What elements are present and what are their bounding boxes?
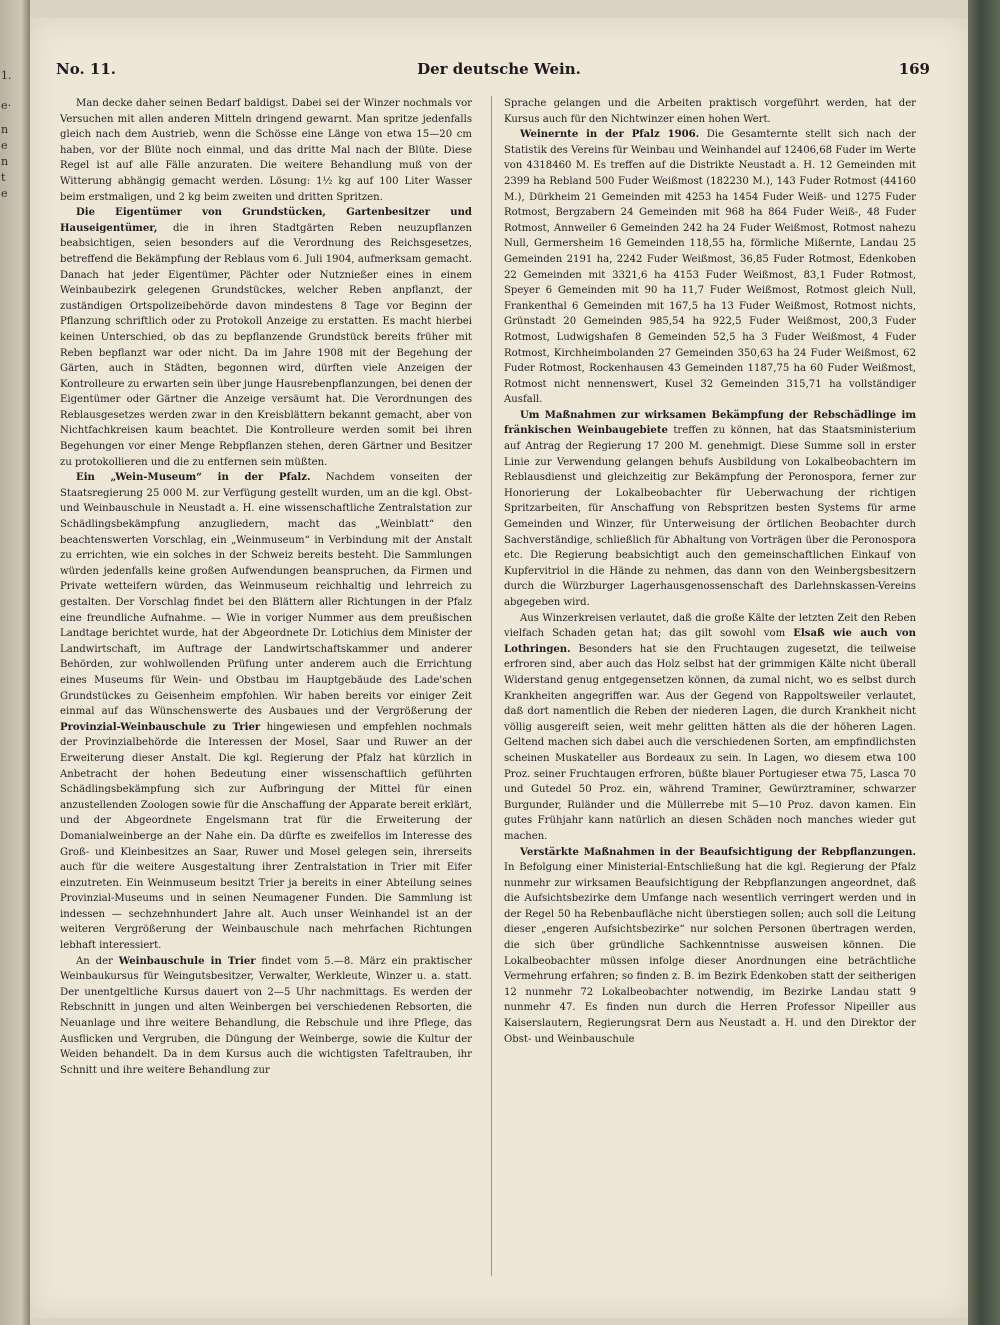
article-heading: Verstärkte Maßnahmen in der Beaufsichtigung der Rebpflanzungen.	[520, 846, 916, 858]
binding-edge	[968, 0, 1000, 1325]
article-paragraph: Ein „Wein-Museum“ in der Pfalz. Nachdem vonseiten der Staatsregierung 25 000 M. zur Verfügung gestellt wurden, um an die kgl. Obst- und Weinbauschule in Neustadt a. H. eine wissenschaftliche Zentralstation zur Schädlingsbekämpfung anzugliedern, macht das „Weinblatt“ den beachtenswerten Vorschlag, ein „Weinmuseum“ in Verbindung mit der Anstalt zu errichten, wie ein solches in der Schweiz bereits besteht. Die Sammlungen würden jedenfalls keine großen Aufwendungen beanspruchen, da Firmen und Private wetteifern würden, das Weinmuseum reichhaltig und lehrreich zu gestalten. Der Vorschlag findet bei den Blättern aller Richtungen in der Pfalz eine freundliche Aufnahme. — Wie in voriger Nummer aus dem preußischen Landtage berichtet wurde, hat der Abgeordnete Dr. Lotichius dem Minister der Landwirtschaft, im Auftrage der Landwirtschaftskammer und anderer Behörden, zur wohlwollenden Prüfung unter anderem auch die Errichtung eines Museums für Wein- und Obstbau im Hauptgebäude des Lade'schen Grundstückes zu Geisenheim empfohlen. Wir haben bereits vor einiger Zeit einmal auf das Wünschenswerte des Ausbaues und der Vergrößerung der Provinzial-Weinbauschule zu Trier hingewiesen und empfehlen nochmals der Provinzialbehörde die Interessen der Mosel, Saar und Ruwer an der Erweiterung dieser Anstalt. Die kgl. Regierung der Pfalz hat kürzlich in Anbetracht der hohen Bedeutung einer wissenschaftlich geführten Schädlingsbekämpfung sich zur Aufbringung der Mittel für einen anzustellenden Zoologen sowie für die Anschaffung der Apparate bereit erklärt, und der Abgeordnete Engelsmann trat für die Erweiterung der Domanialweinberge an der Nahe ein. Da dürfte es zweifellos im Interesse des Groß- und Kleinbesitzes an Saar, Ruwer und Mosel gelegen sein, ihrerseits auch für die weitere Ausgestaltung ihrer Zentralstation in Trier mit Eifer einzutreten. Ein Weinmuseum besitzt Trier ja bereits in einer Abteilung seines Provinzial-Museums und in seinen Neumagener Funden. Die Sammlung ist indessen — sechzehnhundert Jahre alt. Auch unser Weinhandel ist an der weiteren Vergrößerung der Weinbauschule nach mehrfachen Richtungen lebhaft interessiert.	[60, 472, 472, 952]
article-heading: Die Eigentümer von Grundstücken, Gartenbesitzer und Hauseigentümer,	[60, 207, 472, 234]
margin-fragment: t	[1, 171, 6, 184]
article-heading: Ein „Wein-Museum“ in der Pfalz.	[76, 472, 311, 484]
page-header	[30, 60, 968, 84]
article-paragraph: Sprache gelangen und die Arbeiten praktisch vorgeführt werden, hat der Kursus auch für den Nichtwinzer einen hohen Wert.	[504, 98, 916, 125]
article-heading: Um Maßnahmen zur wirksamen Bekämpfung der Rebschädlinge im fränkischen Weinbaugebiete	[504, 409, 916, 437]
article-paragraph: Man decke daher seinen Bedarf baldigst. Dabei sei der Winzer nochmals vor Versuchen mit allen anderen Mitteln dringend gewarnt. Man spritze jedenfalls gleich nach dem Austrieb, wenn die Schösse eine Länge von etwa 15—20 cm haben, vor der Blüte noch einmal, und das dritte Mal nach der Blüte. Diese Regel ist auf alle Fälle anzuraten. Die weitere Behandlung muß von der Witterung abhängig gemacht werden. Lösung: 1½ kg auf 100 Liter Wasser beim erstmaligen, und 2 kg beim zweiten und dritten Spritzen.	[60, 98, 472, 203]
article-paragraph: Verstärkte Maßnahmen in der Beaufsichtigung der Rebpflanzungen. In Befolgung einer Ministerial-Entschließung hat die kgl. Regierung der Pfalz nunmehr zur wirksamen Beaufsichtigung der Rebpflanzungen angeordnet, daß die Aufsichtsbezirke dem Umfange nach wesentlich verringert werden und in der Regel 50 ha Rebenbaufläche nicht überstiegen sollen; auch soll die Leitung dieser „engeren Aufsichtsbezirke“ nur solchen Personen übertragen werden, die sich über gründliche Sachkenntnisse ausweisen können. Die Lokalbeobachter müssen infolge dieser Anordnungen eine beträchtliche Vermehrung erfahren; so finden z. B. im Bezirk Edenkoben statt der seitherigen 12 nunmehr 72 Lokalbeobachter notwendig, im Bezirke Landau statt 9 nunmehr 47. Es finden nun durch die Herren Professor Nipeiller aus Kaiserslautern, Regierungsrat Dern aus Neustadt a. H. und den Direktor der Obst- und Weinbauschule	[504, 846, 916, 1045]
article-paragraph: An der Weinbauschule in Trier findet vom 5.—8. März ein praktischer Weinbaukursus für Weingutsbesitzer, Verwalter, Werkleute, Winzer u. a. statt. Der unentgeltliche Kursus dauert von 2—5 Uhr nachmittags. Es werden der Rebschnitt in jungen und alten Weinbergen bei verschiedenen Rebsorten, die Neuanlage und ihre weitere Behandlung, die Rebschule und ihre Pflege, das Ausflicken und Vergruben, die Düngung der Weinberge, sowie die Kultur der Weiden behandelt. Da in dem Kursus auch die wichtigsten Tafeltrauben, ihr Schnitt und ihre weitere Behandlung zur	[60, 955, 472, 1076]
article-heading: Provinzial-Weinbauschule zu Trier	[60, 721, 261, 733]
publication-title: Der deutsche Wein.	[417, 60, 581, 78]
margin-fragment: e	[1, 187, 8, 200]
margin-fragment: n	[1, 123, 9, 136]
left-column	[60, 96, 472, 1276]
article-heading: Weinbauschule in Trier	[118, 955, 256, 967]
article-paragraph: Weinernte in der Pfalz 1906. Die Gesamternte stellt sich nach der Statistik des Vereins für Weinbau und Weinhandel auf 12406,68 Fuder im Werte von 4318460 M. Es treffen auf die Distrikte Neustadt a. H. 12 Gemeinden mit 2399 ha Rebland 500 Fuder Weißmost (182230 M.), 143 Fuder Rotmost (44160 M.), Dürkheim 21 Gemeinden mit 4253 ha 1454 Fuder Weiß- und 1275 Fuder Rotmost, Bergzabern 24 Gemeinden mit 968 ha 864 Fuder Weiß-, 48 Fuder Rotmost, Annweiler 6 Gemeinden 242 ha 24 Fuder Weißmost, Rotmost nahezu Null, Germersheim 16 Gemeinden 118,55 ha, förmliche Mißernte, Landau 25 Gemeinden 2191 ha, 2242 Fuder Weißmost, 36,85 Fuder Rotmost, Edenkoben 22 Gemeinden mit 3321,6 ha 4153 Fuder Weißmost, 83,1 Fuder Rotmost, Speyer 6 Gemeinden mit 90 ha 11,7 Fuder Weißmost, Rotmost gleich Null, Frankenthal 6 Gemeinden mit 167,5 ha 13 Fuder Weißmost, Rotmost nichts, Grünstadt 20 Gemeinden 985,54 ha 922,5 Fuder Weißmost, 200,3 Fuder Rotmost, Ludwigshafen 8 Gemeinden 52,5 ha 3 Fuder Weißmost, 4 Fuder Rotmost, Kirchheimbolanden 27 Gemeinden 350,63 ha 24 Fuder Weißmost, 62 Fuder Rotmost, Rockenhausen 43 Gemeinden 1187,75 ha 60 Fuder Weißmost, Rotmost nicht nennenswert, Kusel 32 Gemeinden 315,71 ha vollständiger Ausfall.	[504, 129, 916, 406]
newspaper-page	[30, 18, 968, 1318]
issue-number: No. 11.	[56, 60, 116, 78]
page-number: 169	[898, 60, 930, 78]
article-paragraph: Aus Winzerkreisen verlautet, daß die große Kälte der letzten Zeit den Reben vielfach Schaden getan hat; das gilt sowohl vom Elsaß wie auch von Lothringen. Besonders hat sie den Fruchtaugen zugesetzt, die teilweise erfroren sind, aber auch das Holz selbst hat der grimmigen Kälte nicht überall Widerstand genug entgegensetzen können, da zumal nicht, wo es selbst durch Krankheiten angegriffen war. Aus der Gegend von Rappoltsweiler verlautet, daß dort namentlich die Reben der niederen Lagen, die durch Krankheit nicht völlig ausgereift seien, weit mehr gelitten hätten als die der höheren Lagen. Geltend machen sich dabei auch die verschiedenen Sorten, am empfindlichsten scheinen Muskateller aus Bordeaux zu sein. In Lagen, wo diesem etwa 100 Proz. seiner Fruchtaugen erfroren, büßte blauer Portugieser etwa 75, Lasca 70 und Gutedel 50 Proz. ein, während Traminer, Gewürztraminer, schwarzer Burgunder, Ruländer und die Müllerrebe mit 5—10 Proz. davon kamen. Ein gutes Frühjahr kann natürlich an diesen Schäden noch manches wieder gut machen.	[504, 612, 916, 842]
previous-page-edge	[0, 0, 30, 1325]
article-paragraph: Die Eigentümer von Grundstücken, Gartenbesitzer und Hauseigentümer, die in ihren Stadtgärten Reben neuzupflanzen beabsichtigen, seien besonders auf die Verordnung des Reichsgesetzes, betreffend die Bekämpfung der Reblaus vom 6. Juli 1904, aufmerksam gemacht. Danach hat jeder Eigentümer, Pächter oder Nutznießer eines in einem Weinbaubezirk gelegenen Grundstückes, welcher Reben anpflanzt, der zuständigen Ortspolizeibehörde davon mindestens 8 Tage vor Beginn der Pflanzung schriftlich oder zu Protokoll Anzeige zu erstatten. Es macht hierbei keinen Unterschied, ob das zu bepflanzende Grundstück bereits früher mit Reben bepflanzt war oder nicht. Da im Jahre 1908 mit der Begehung der Gärten, auch in Städten, begonnen wird, dürften viele Anzeigen der Kontrolleure zu erwarten sein über junge Hausrebenpflanzungen, bei denen der Eigentümer oder Gärtner die Anzeige versäumt hat. Die Verordnungen des Reblausgesetzes werden zwar in den Kreisblättern bekannt gemacht, aber von Nichtfachkreisen kaum beachtet. Die Kontrolleure werden somit bei ihren Begehungen vor einer Menge Rebpflanzen stehen, deren Gärtner und Besitzer zu protokollieren und die zu entfernen sein müßten.	[60, 207, 472, 468]
margin-fragment: e	[1, 139, 8, 152]
margin-fragment: n	[1, 155, 9, 168]
article-paragraph: Um Maßnahmen zur wirksamen Bekämpfung der Rebschädlinge im fränkischen Weinbaugebiete treffen zu können, hat das Staatsministerium auf Antrag der Regierung 17 200 M. genehmigt. Diese Summe soll in erster Linie zur Verwendung gelangen behufs Ausbildung von Lokalbeobachtern im Reblausdienst und gleichzeitig zur Bekämpfung der Peronospora, ferner zur Honorierung der Lokalbeobachter für Ueberwachung der richtigen Spritzarbeiten, für Anschaffung von Rebspritzen besten Systems für arme Gemeinden und Winzer, für Unterweisung der örtlichen Beobachter durch Sachverständige, schließlich für Abhaltung von Vorträgen über die Peronospora etc. Die Regierung beabsichtigt auch den gemeinschaftlichen Einkauf von Kupfervitriol in die Hände zu nehmen, das dann von den Weinbergsbesitzern durch die Würzburger Lagerhausgenossenschaft des Darlehnskassen-Vereins abgegeben wird.	[504, 409, 916, 608]
right-column	[504, 96, 916, 1276]
article-heading: Elsaß wie auch von Lothringen.	[504, 628, 916, 655]
article-heading: Weinernte in der Pfalz 1906.	[520, 129, 700, 141]
margin-fragment: 1.	[1, 69, 12, 82]
margin-fragment: e·	[1, 99, 12, 112]
column-divider	[491, 96, 492, 1276]
